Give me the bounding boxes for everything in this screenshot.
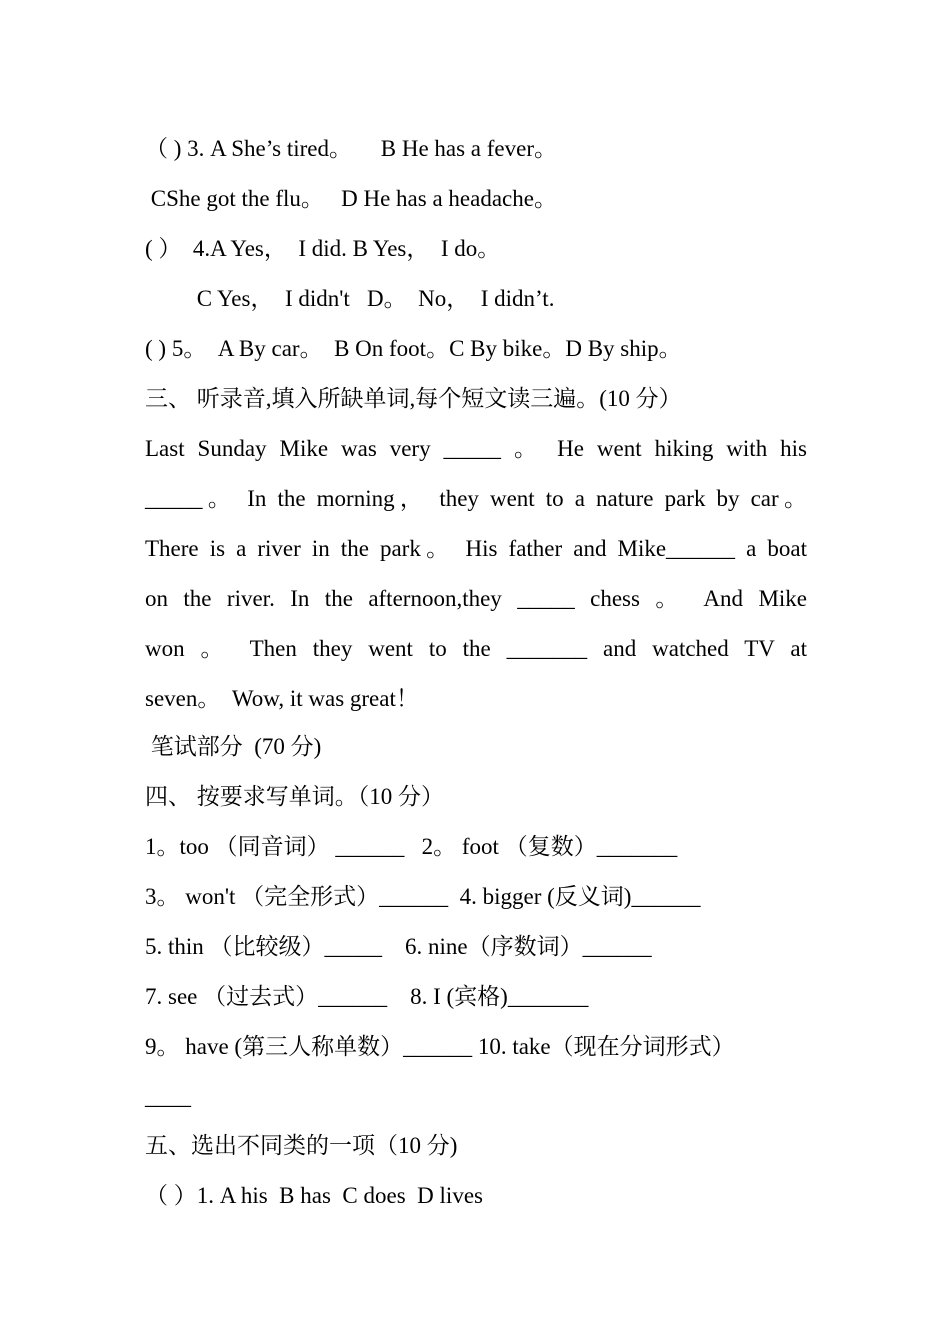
- word-form-line-6: ____: [145, 1084, 191, 1109]
- listening-question-4-options-c-d: C Yes， I didn't D。 No， I didn’t.: [145, 286, 555, 311]
- listening-question-3-options-a-b: （ ) 3. A She’s tired。 B He has a fever。: [145, 136, 558, 161]
- section-3-heading: 三、 听录音,填入所缺单词,每个短文读三遍。(10 分）: [145, 386, 682, 411]
- passage-line-3: There is a river in the park。 His father and Mike______ a boat: [145, 536, 807, 561]
- word-form-line-2: 3。 won't （完全形式）______ 4. bigger (反义词)______: [145, 884, 701, 909]
- word-form-line-5: 9。 have (第三人称单数）______ 10. take（现在分词形式）: [145, 1034, 735, 1059]
- section-5-heading: 五、选出不同类的一项（10 分): [145, 1133, 458, 1158]
- word-form-line-3: 5. thin （比较级）_____ 6. nine（序数词）______: [145, 934, 652, 959]
- passage-line-1: Last Sunday Mike was very _____ 。 He went hiking with his: [145, 436, 807, 461]
- passage-line-6: seven。 Wow, it was great！: [145, 686, 419, 711]
- listening-question-5-options: ( ) 5。 A By car。 B On foot。C By bike。D By ship。: [145, 336, 682, 361]
- listening-question-4-options-a-b: ( ） 4.A Yes， I did. B Yes， I do。: [145, 236, 501, 261]
- written-part-heading: 笔试部分 (70 分): [145, 734, 322, 759]
- passage-line-4: on the river. In the afternoon,they _____ chess 。 And Mike: [145, 586, 807, 611]
- listening-question-3-options-c-d: CShe got the flu。 D He has a headache。: [145, 186, 557, 211]
- passage-line-2: _____。 In the morning， they went to a nature park by car。: [145, 486, 807, 511]
- odd-one-out-question-1: （ ）1. A his B has C does D lives: [145, 1183, 483, 1208]
- section-4-heading: 四、 按要求写单词。（10 分）: [145, 784, 444, 809]
- word-form-line-1: 1。too （同音词） ______ 2。 foot （复数）_______: [145, 834, 678, 859]
- passage-line-5: won 。 Then they went to the _______ and watched TV at: [145, 636, 807, 661]
- word-form-line-4: 7. see （过去式）______ 8. I (宾格)_______: [145, 984, 589, 1009]
